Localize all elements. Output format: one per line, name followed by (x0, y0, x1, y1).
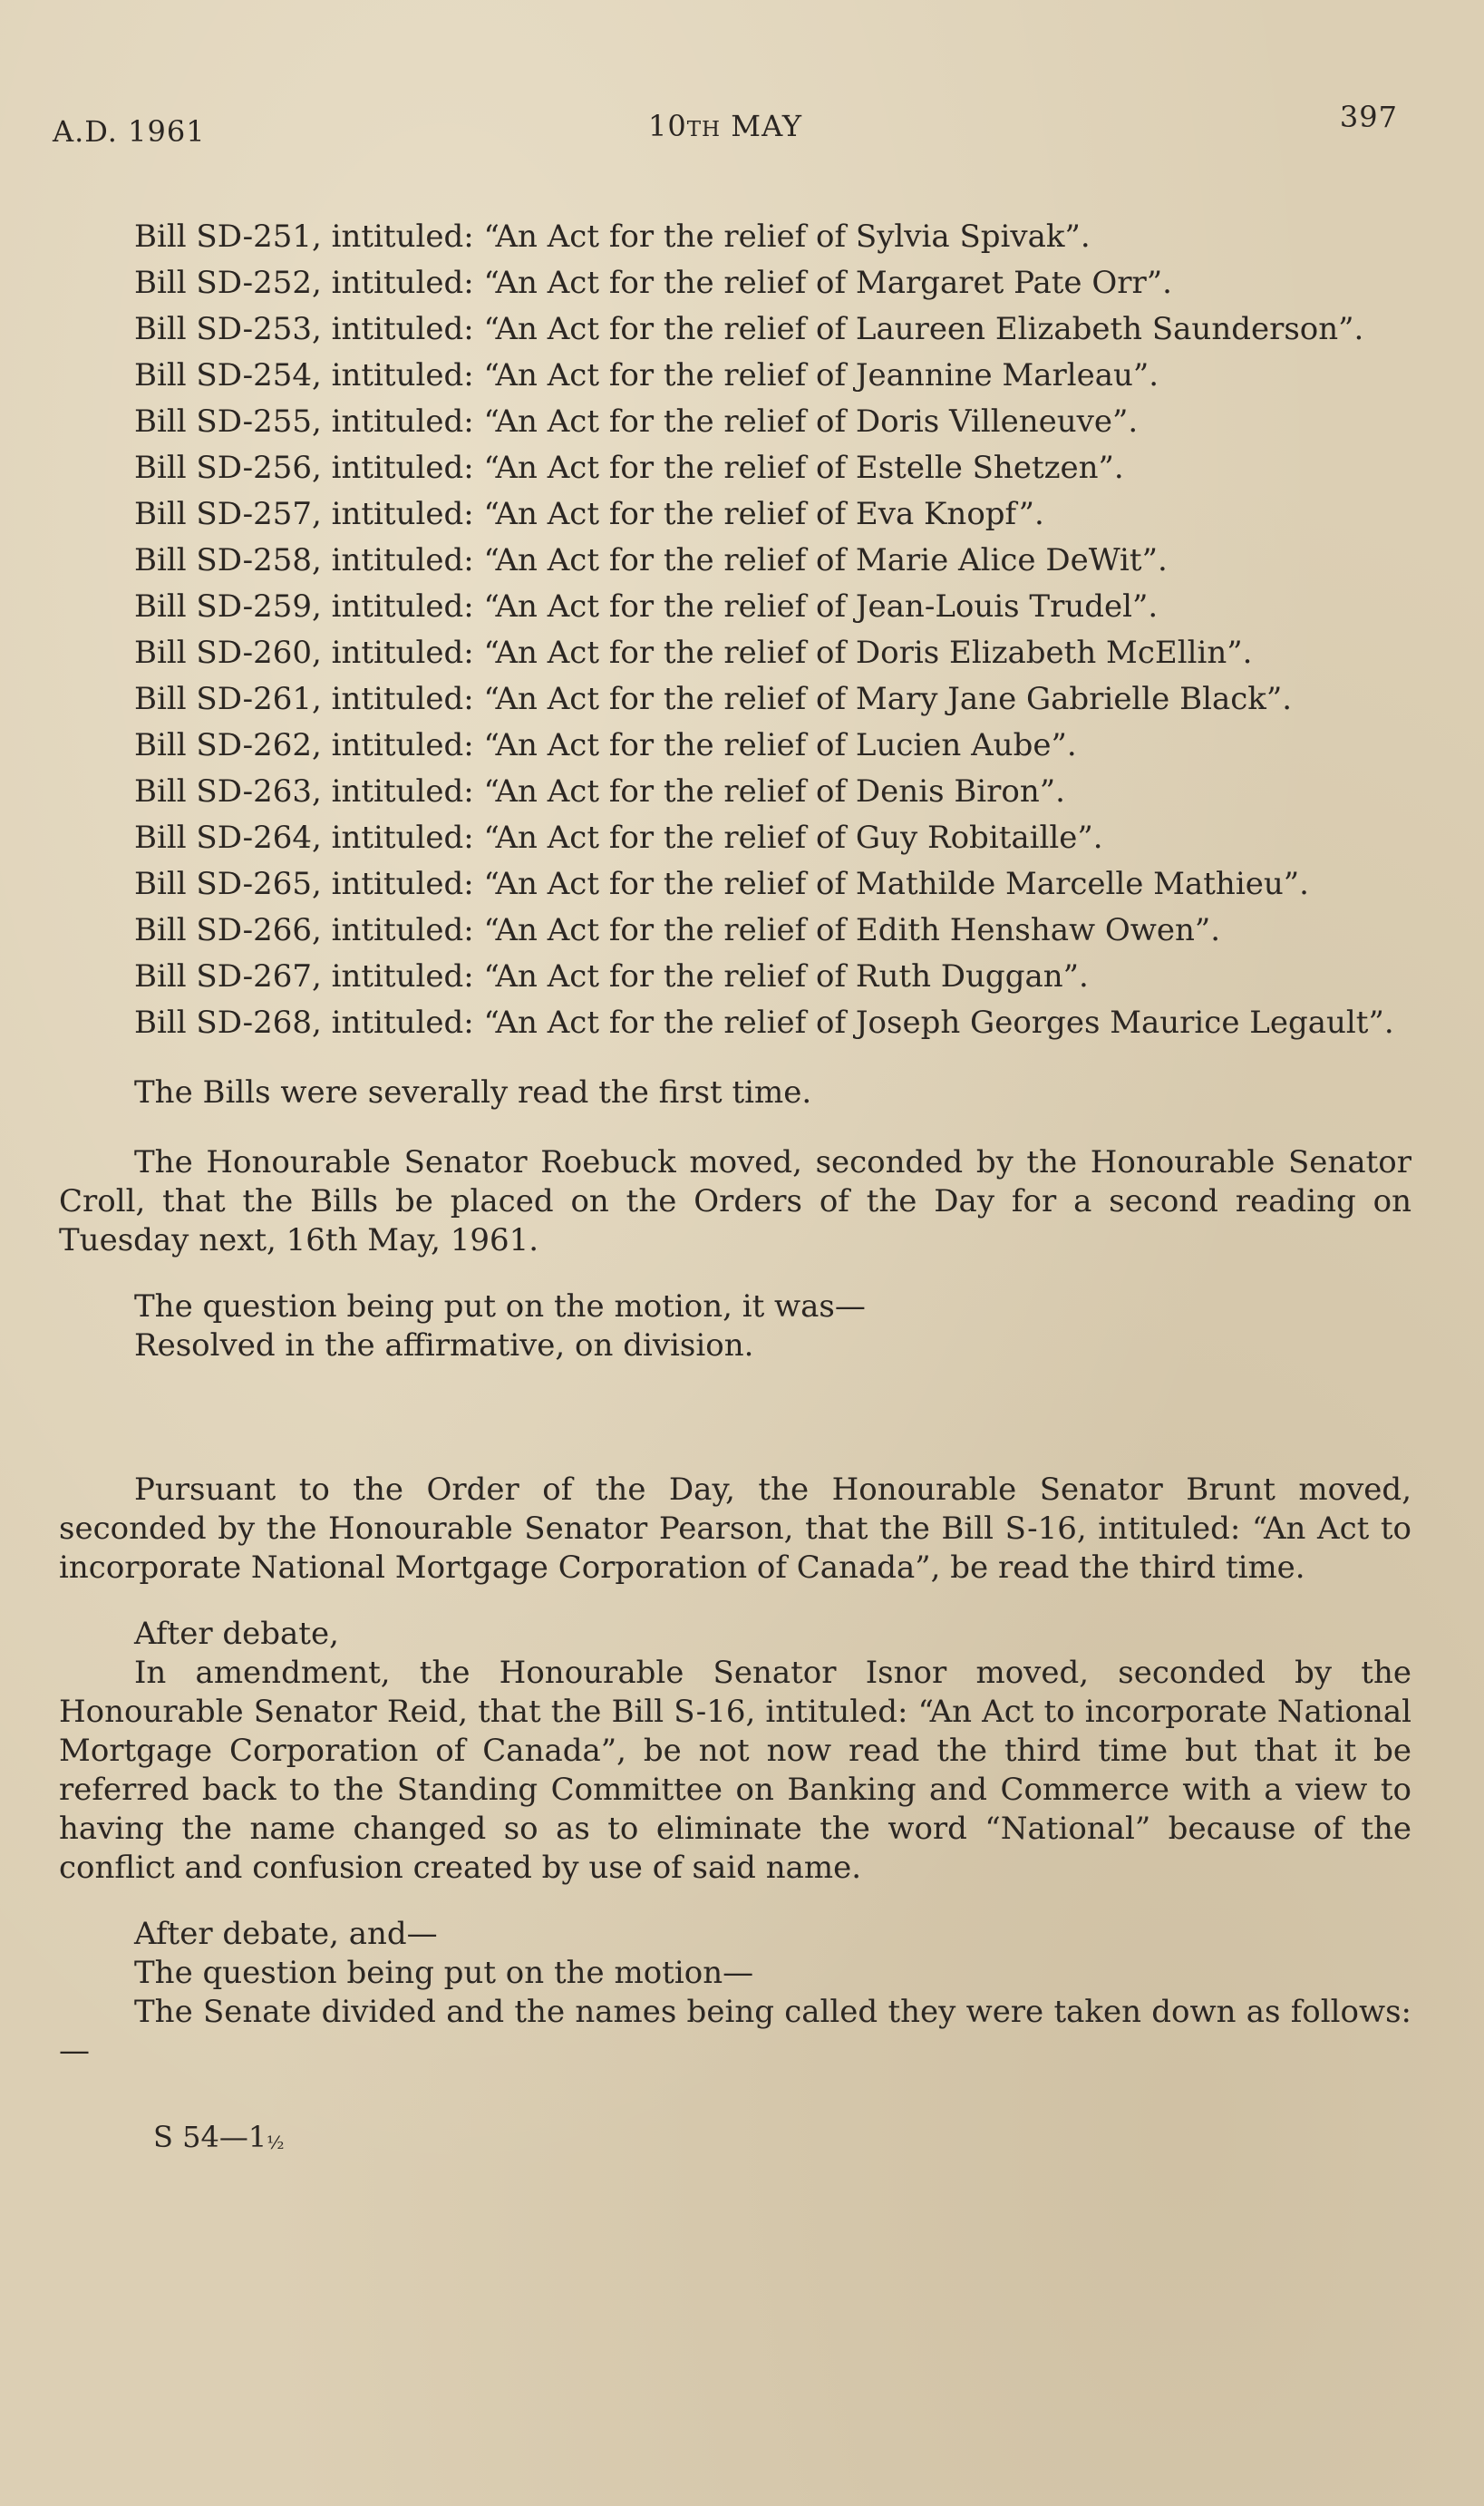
resolved-paragraph: Resolved in the affirmative, on division. (134, 1327, 754, 1364)
brunt-motion-paragraph: Pursuant to the Order of the Day, the Honourable Senator Brunt moved, seconded by the Honourable Senator Pearson, that the Bill S-16, intituled: “An Act to incorporate National Mortgage Corporation of Canada”, be read the third time. (59, 1472, 1411, 1586)
question-put-paragraph: The question being put on the motion, it was— (134, 1288, 866, 1325)
bill-item: Bill SD-260, intituled: “An Act for the relief of Doris Elizabeth McEllin”. (134, 635, 1253, 671)
bill-item: Bill SD-267, intituled: “An Act for the relief of Ruth Duggan”. (134, 958, 1089, 995)
header-date-month: MAY (731, 109, 802, 143)
first-reading-paragraph: The Bills were severally read the first time. (134, 1074, 812, 1111)
bill-item: Bill SD-253, intituled: “An Act for the relief of Laureen Elizabeth Saunderson”. (134, 311, 1364, 347)
page-header (53, 100, 1398, 149)
bill-item: Bill SD-258, intituled: “An Act for the relief of Marie Alice DeWit”. (134, 542, 1168, 578)
after-debate-and-paragraph: After debate, and— (134, 1916, 438, 1952)
isnor-amendment-paragraph: In amendment, the Honourable Senator Isnor moved, seconded by the Honourable Senator Reid, that the Bill S-16, intituled: “An Act to incorporate National Mortgage Corporation of Canada”, be not now read the third time but that it be referred back to the Standing Committee on Banking and Commerce with a view to having the name changed so as to eliminate the word “National” because of the conflict and confusion created by use of said name. (59, 1655, 1411, 1886)
page-body (59, 214, 1411, 2166)
bill-item: Bill SD-261, intituled: “An Act for the relief of Mary Jane Gabrielle Black”. (134, 681, 1293, 717)
signature-mark (59, 2114, 1411, 2166)
roebuck-motion-paragraph: The Honourable Senator Roebuck moved, seconded by the Honourable Senator Croll, that the Bills be placed on the Orders of the Day for a second reading on Tuesday next, 16th May, 1961. (59, 1144, 1411, 1258)
bill-item: Bill SD-263, intituled: “An Act for the relief of Denis Biron”. (134, 773, 1065, 810)
bill-item: Bill SD-266, intituled: “An Act for the relief of Edith Henshaw Owen”. (134, 912, 1221, 948)
bill-item: Bill SD-259, intituled: “An Act for the relief of Jean-Louis Trudel”. (134, 588, 1159, 625)
header-year: A.D. 1961 (53, 114, 206, 149)
after-debate-paragraph: After debate, (134, 1616, 339, 1652)
bill-item: Bill SD-265, intituled: “An Act for the relief of Mathilde Marcelle Mathieu”. (134, 866, 1309, 902)
bill-item: Bill SD-264, intituled: “An Act for the relief of Guy Robitaille”. (134, 820, 1103, 856)
bill-item: Bill SD-251, intituled: “An Act for the relief of Sylvia Spivak”. (134, 219, 1091, 255)
bill-item: Bill SD-255, intituled: “An Act for the relief of Doris Villeneuve”. (134, 403, 1139, 440)
bill-item: Bill SD-262, intituled: “An Act for the relief of Lucien Aube”. (134, 727, 1077, 763)
bill-item: Bill SD-256, intituled: “An Act for the relief of Estelle Shetzen”. (134, 450, 1124, 486)
bill-item: Bill SD-257, intituled: “An Act for the relief of Eva Knopf”. (134, 496, 1044, 532)
signature-fraction: ½ (267, 2132, 285, 2153)
bill-item: Bill SD-268, intituled: “An Act for the relief of Joseph Georges Maurice Legault”. (134, 1005, 1394, 1041)
bill-list (59, 214, 1411, 1046)
question-put-2-paragraph: The question being put on the motion— (134, 1955, 754, 1991)
senate-divided-paragraph: The Senate divided and the names being called they were taken down as follows:— (59, 1994, 1411, 2069)
header-date (53, 109, 1398, 143)
bill-item: Bill SD-254, intituled: “An Act for the relief of Jeannine Marleau”. (134, 357, 1159, 393)
header-date-suffix: TH (686, 118, 722, 141)
page-number: 397 (1339, 100, 1398, 134)
signature-mark-text: S 54—1 (153, 2120, 267, 2154)
header-date-day: 10 (648, 109, 687, 143)
bill-item: Bill SD-252, intituled: “An Act for the relief of Margaret Pate Orr”. (134, 265, 1172, 301)
